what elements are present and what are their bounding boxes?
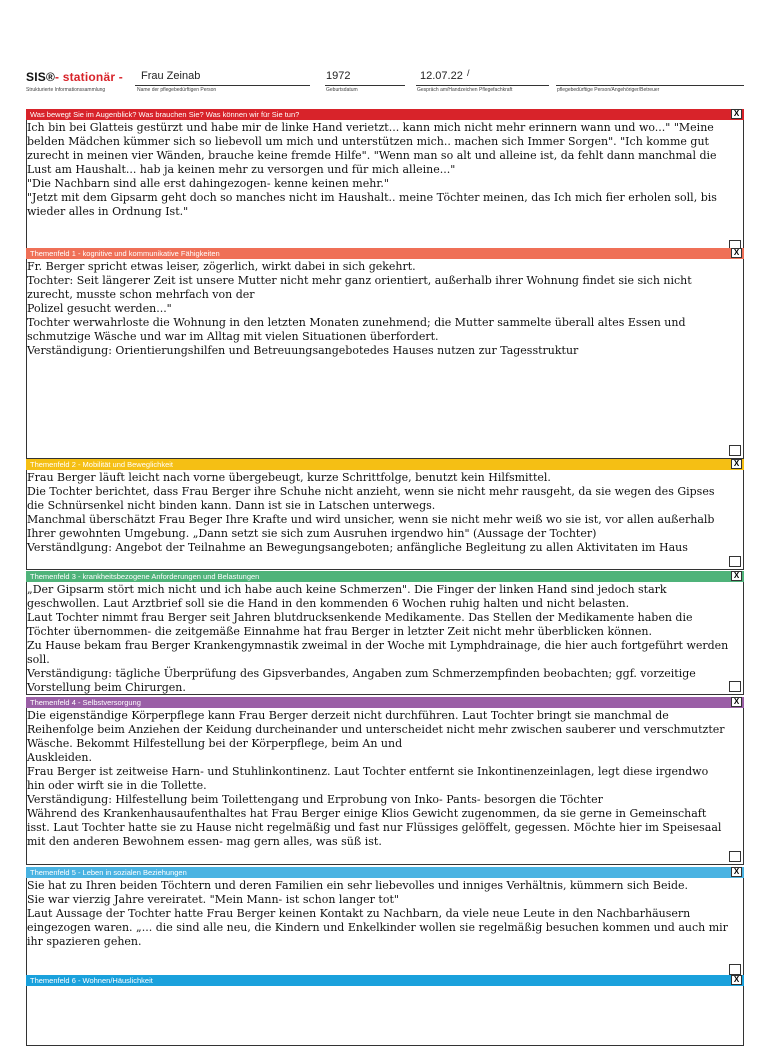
section-text: Fr. Berger spricht etwas leiser, zögerlich, wirkt dabei in sich gekehrt. Tochter: Seit längerer Zeit ist unsere Mutter nicht mehr ganz orientiert, außerhalb ihrer Wohnung findet sie sich nicht zurecht, musste schon mehrfach von der Polizel gesucht werden..." Tochter werwahrloste die Wohnung in den letzten Monaten zunehmend; die Mutter sammelte überall altes Essen und schmutzige Wäsche und war im Alltag mit vielen Situationen überfordert. Verständigung: Orientierungshilfen und Betreuungsangebotedes Hauses nutzen zur Tagesstruktur bbox=[27, 260, 692, 357]
patient-name-caption: Name der pflegebedürftigen Person bbox=[137, 87, 217, 93]
section-title: Was bewegt Sie im Augenblick? Was brauchen Sie? Was können wir für Sie tun? bbox=[30, 110, 300, 119]
section-header-tf2-mobilitaet bbox=[26, 459, 744, 470]
section-body-tf3-krankheit[interactable] bbox=[26, 582, 744, 695]
section-checkbox[interactable] bbox=[729, 851, 741, 862]
close-icon[interactable]: X bbox=[731, 248, 742, 258]
section-text: Die eigenständige Körperpflege kann Frau Berger derzeit nicht durchführen. Laut Tochter bringt sie manchmal de Reihenfolge beim Anziehen der Keidung durcheinander und unterscheidet nicht mehr zwischen sauberer und verschmutzter Wäsche. Bekommt Hilfestellung bei der Körperpflege, beim An und Auskleiden. Frau Berger ist zeitweise Harn- und Stuhlinkontinenz. Laut Tochter entfernt sie Inkontinenzeinlagen, legt diese irgendwo hin oder wirft sie in die Tollette. Verständigung: Hilfestellung beim Toilettengang und Erprobung von Inko- Pants- besorgen die Töchter Während des Krankenhausaufenthaltes hat Frau Berger einige Klios Gewicht zugenommen, da sie gerne in Gemeinschaft isst. Laut Tochter hatte sie zu Hause nicht regelmäßig und fast nur Flüssiges gelöffelt, gegessen. Möchte hier im Speisesaal mit den anderen Bewohnem essen- mag gern alles, was süß ist. bbox=[27, 709, 725, 848]
section-title: Themenfeld 2 - Mobilität und Beweglichkeit bbox=[30, 460, 173, 469]
birth-date-caption: Geburtsdatum bbox=[326, 87, 358, 93]
patient-name[interactable]: Frau Zeinab bbox=[141, 70, 201, 82]
section-checkbox[interactable] bbox=[729, 964, 741, 975]
section-checkbox[interactable] bbox=[729, 445, 741, 456]
section-header-tf3-krankheit bbox=[26, 571, 744, 582]
logo-subtitle: Strukturierte Informationssammlung bbox=[26, 87, 106, 93]
section-title: Themenfeld 5 - Leben in sozialen Beziehungen bbox=[30, 868, 187, 877]
birth-line bbox=[325, 85, 405, 86]
name-line bbox=[135, 85, 310, 86]
section-body-tf4-selbstversorgung[interactable] bbox=[26, 708, 744, 865]
section-text: Sie hat zu Ihren beiden Töchtern und deren Familien ein sehr liebevolles und inniges Verhältnis, kümmern sich Beide. Sie war vierzig Jahre vereiratet. "Mein Mann- ist schon langer tot" Laut Aussage der Tochter hatte Frau Berger keinen Kontakt zu Nachbarn, da viele neue Leute in den Nachbarhäusern eingezogen waren. „... die sind alle neu, die Kindern und Enkelkinder wollen sie regelmäßig besuchen kommen und auch mir ihr spazieren gehen. bbox=[27, 879, 728, 948]
section-header-tf6-wohnen bbox=[26, 975, 744, 986]
conversation-date[interactable]: 12.07.22 bbox=[420, 70, 463, 82]
close-icon[interactable]: X bbox=[731, 109, 742, 119]
section-body-tf1-kognition[interactable] bbox=[26, 259, 744, 459]
section-body-tf6-wohnen[interactable] bbox=[26, 986, 744, 1046]
section-text: „Der Gipsarm stört mich nicht und ich habe auch keine Schmerzen". Die Finger der linken Hand sind jedoch stark geschwollen. Laut Arztbrief soll sie die Hand in den kommenden 6 Wochen ruhig halten und nicht belasten. Laut Tochter nimmt frau Berger seit Jahren blutdrucksenkende Medikamente. Das Stellen der Medikamente haben die Töchter übernommen- die zeitgemäße Einnahme hat frau Berger in letzter Zeit nicht mehr überblicken können. Zu Hause bekam frau Berger Krankengymnastik zweimal in der Woche mit Lymphdrainage, die hier auch fortgeführt werden soll. Verständigung: tägliche Überprüfung des Gipsverbandes, Angaben zum Schmerzempfinden beobachten; ggf. vorzeitige Vorstellung beim Chirurgen. bbox=[27, 583, 729, 694]
section-body-tf2-mobilitaet[interactable] bbox=[26, 470, 744, 570]
section-body-situation[interactable] bbox=[26, 120, 744, 254]
close-icon[interactable]: X bbox=[731, 697, 742, 707]
birth-date[interactable]: 1972 bbox=[326, 70, 351, 82]
section-title: Themenfeld 6 - Wohnen/Häuslichkeit bbox=[30, 976, 153, 985]
date-separator: / bbox=[467, 68, 470, 78]
section-text: Frau Berger läuft leicht nach vorne übergebeugt, kurze Schrittfolge, benutzt kein Hilfsmittel. Die Tochter berichtet, dass Frau Berger ihre Schuhe nicht anzieht, wenn sie nicht mehr rausgeht, da sie wegen des Gipses die Schnürsenkel nicht binden kann. Dann ist sie in Latschen unterwegs. Manchmal überschätzt Frau Beger Ihre Krafte und wird unsicher, wenn sie nicht mehr weiß wo sie ist, vor allen außerhalb Ihrer gewohnten Umgebung. „Dann setzt sie sich zum Ausruhen irgendwo hin" (Aussage der Tochter) Verständlgung: Angebot der Teilnahme an Bewegungsangeboten; anfängliche Begleitung zu allen Aktivitaten im Haus bbox=[27, 471, 715, 554]
section-header-tf1-kognition bbox=[26, 248, 744, 259]
person-caption: pflegebedürftige Person/Angehöriger/Betreuer bbox=[557, 87, 660, 93]
section-title: Themenfeld 4 - Selbstversorgung bbox=[30, 698, 141, 707]
section-checkbox[interactable] bbox=[729, 681, 741, 692]
date-line bbox=[416, 85, 549, 86]
person-line bbox=[556, 85, 744, 86]
section-header-tf4-selbstversorgung bbox=[26, 697, 744, 708]
section-title: Themenfeld 1 - kognitive und kommunikative Fähigkeiten bbox=[30, 249, 220, 258]
sis-logo: SIS®- stationär - bbox=[26, 70, 123, 84]
close-icon[interactable]: X bbox=[731, 975, 742, 985]
close-icon[interactable]: X bbox=[731, 571, 742, 581]
close-icon[interactable]: X bbox=[731, 459, 742, 469]
section-header-situation bbox=[26, 109, 744, 120]
close-icon[interactable]: X bbox=[731, 867, 742, 877]
conversation-date-caption: Gespräch am/Handzeichen Pflegefachkraft bbox=[417, 87, 513, 93]
section-checkbox[interactable] bbox=[729, 556, 741, 567]
section-title: Themenfeld 3 - krankheitsbezogene Anforderungen und Belastungen bbox=[30, 572, 260, 581]
section-text: Ich bin bei Glatteis gestürzt und habe mir de linke Hand verietzt... kann mich nicht mehr erinnern wann und wo..." "Meine belden Mädchen kümmer sich so liebevoll um mich und unterstützen mich.. machen sich Immer Sorgen". "Ich komme gut zurecht in meinen vier Wänden, brauche keine fremde Hilfe". "Wenn man so alt und alleine ist, da fehlt dann manchmal die Lust am Haushalt... hab ja keinen mehr zu versorgen und für mich alleine..." "Die Nachbarn sind alle erst dahingezogen- kenne keinen mehr." "Jetzt mit dem Gipsarm geht doch so manches nicht im Haushalt.. meine Töchter meinen, das Ich mich fier erholen soll, bis wieder alles in Ordnung Ist." bbox=[27, 121, 717, 218]
section-header-tf5-soziales bbox=[26, 867, 744, 878]
section-body-tf5-soziales[interactable] bbox=[26, 878, 744, 978]
